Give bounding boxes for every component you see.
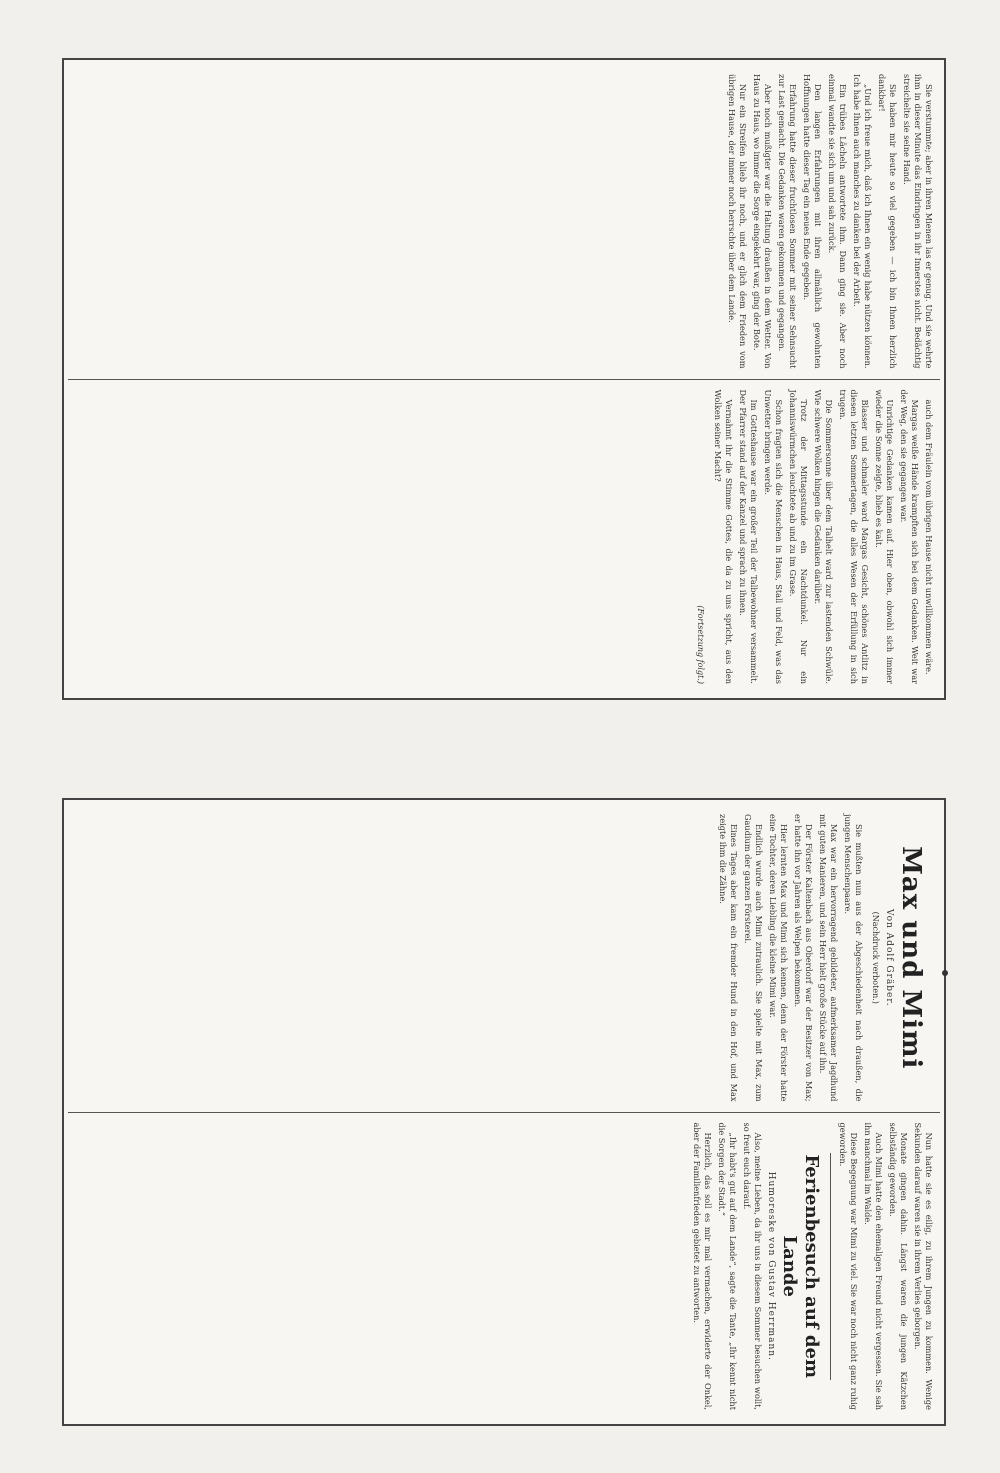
section-byline: Humoreske von Gustav Herrmann. (766, 1171, 776, 1361)
article-title: Max und Mimi (896, 846, 926, 1070)
paragraph: „Ihr habt's gut auf dem Lande“, sagte die Tante, „Ihr kennt nicht die Sorgen der Stadt.“ (717, 1122, 738, 1410)
reprint-note: (Nachdruck verboten.) (871, 911, 880, 1004)
paragraph: Sie verstummte; aber in ihren Mienen las er genug. Und sie wehrte ihm in dieser Minute das Eindringen in ihr Innerstes nicht. Bedächtig streichelte sie seine Hand. (902, 74, 934, 369)
top-column-1 (68, 64, 940, 379)
paragraph: Blasser und schmaler ward Margas Gesicht, schönes Antlitz in diesen letzten Sommertagen, die alles Wesen der Erfüllung in sich trugen. (838, 389, 870, 684)
paragraph: Im Gotteshause war ein großer Teil der Talbewohner versammelt. Der Pfarrer stand auf der Kanzel und sprach zu ihnen. (738, 389, 759, 684)
paragraph: auch dem Fräulein vom übrigen Hause nicht unwillkommen wäre. (924, 399, 934, 675)
paragraph: „Und ich freue mich, daß ich Ihnen ein wenig habe nützen können. Ich habe Ihnen auch manches zu danken bei der Arbeit. (852, 74, 873, 369)
paragraph: Sie haben mir heute so viel gegeben — ich bin Ihnen herzlich dankbar! (877, 74, 898, 369)
paragraph: Monate gingen dahin. Längst waren die jungen Kätzchen selbständig geworden. (888, 1122, 909, 1410)
paragraph: Ein trübes Lächeln antwortete ihm. Dann ging sie. Aber noch einmal wandte sie sich um und sah zurück. (827, 74, 848, 369)
paragraph: Sie mußten nun aus der Abgeschiedenheit nach draußen, die jungen Menschenpaare. (843, 814, 864, 1102)
top-page-panel (62, 58, 946, 700)
paragraph: Auch Mimi hatte den ehemaligen Freund nicht vergessen. Sie sah ihn manchmal im Walde. (863, 1122, 884, 1410)
paragraph: Hier lernten Max und Mimi sich kennen, denn der Förster hatte eine Tochter, deren Liebling die kleine Mimi war. (768, 814, 789, 1102)
section-divider (830, 1153, 831, 1381)
paragraph: Die Sommersonne über dem Talhelt ward zur lastenden Schwüle. Wie schwere Wolken hingen die Gedanken darüber. (813, 389, 834, 684)
paragraph: Endlich wurde auch Mimi zutraulich. Sie spielte mit Max, zum Gaudium der ganzen Försterei. (743, 814, 764, 1102)
paragraph: Nur ein Streifen blieb ihr noch, und er glich dem Frieden vom übrigen Hause, der immer noch herrschte über dem Lande. (727, 74, 748, 369)
paragraph: Aber noch mußigter war die Haltung draußen in dem Wetter. Von Haus zu Haus, wo immer die Sorge eingekehrt war, ging der Bote. (752, 74, 773, 369)
paragraph: Max war ein hervorragend gebildeter, aufmerksamer Jagdhund mit guten Manieren, und sein Herr hielt große Stücke auf ihn. (818, 814, 839, 1102)
paragraph: Eines Tages aber kam ein fremder Hund in den Hof, und Max zeigte ihm die Zähne. (718, 814, 739, 1102)
paragraph: Margas weiße Hände krampften sich bei dem Gedanken. Weit war der Weg, den sie gegangen war. (899, 389, 920, 684)
paragraph: Unrichtige Gedanken kamen auf. Hier oben, obwohl sich immer wieder die Sonne zeigte, blieb es kalt. (874, 389, 895, 684)
continuation-note: (Fortsetzung folgt.) (696, 605, 705, 684)
paragraph: Der Förster Kaltenbach aus Oberdorf war der Besitzer von Max; er hatte ihn vor Jahren als Welpen bekommen. (793, 814, 814, 1102)
section-title: Ferienbesuch auf dem Lande (779, 1154, 822, 1379)
article-byline: Von Adolf Gräber. (884, 908, 894, 1007)
paragraph: Erfahrung hatte dieser fruchtlosen Sommer mit seiner Sehnsucht zur Last gemacht. Die Gedanken waren gekommen und gegangen. (777, 74, 798, 369)
paragraph: Diese Begegnung war Mimi zu viel. Sie war noch nicht ganz ruhig geworden. (838, 1122, 859, 1410)
bottom-column-2 (68, 1112, 940, 1421)
bottom-column-1 (68, 804, 940, 1112)
paragraph: Nun hatte sie es eilig, zu ihrem Jungen zu kommen. Wenige Sekunden darauf waren sie in ihrem Verlies geborgen. (913, 1122, 934, 1410)
paragraph: Also, meine Lieben, da ihr uns in diesem Sommer besuchen wollt, so freut euch darauf. (742, 1122, 763, 1410)
paragraph: Schon fragten sich die Menschen in Haus, Stall und Feld, was das Unwetter bringen werde. (763, 389, 784, 684)
paragraph: Herzlich, das soll es mir mal vermachen, erwiderte der Onkel, aber der Familienfrieden gebietet zu antworten. (692, 1122, 713, 1410)
paragraph: Vernahmt ihr die Stimme Gottes, die da zu uns spricht, aus den Wolken seiner Macht? (713, 389, 734, 684)
paragraph: Trotz der Mittagsstunde ein Nachtdunkel. Nur ein Johanniswürmchen leuchtete ab und zu im Grase. (788, 389, 809, 684)
paragraph: Den langen Erfahrungen mit ihren allmählich gewohnten Hoffnungen hatte dieser Tag ein neues Ende gegeben. (802, 74, 823, 369)
ink-dot (942, 970, 948, 976)
top-column-2 (68, 379, 940, 695)
bottom-page-panel (62, 798, 946, 1426)
